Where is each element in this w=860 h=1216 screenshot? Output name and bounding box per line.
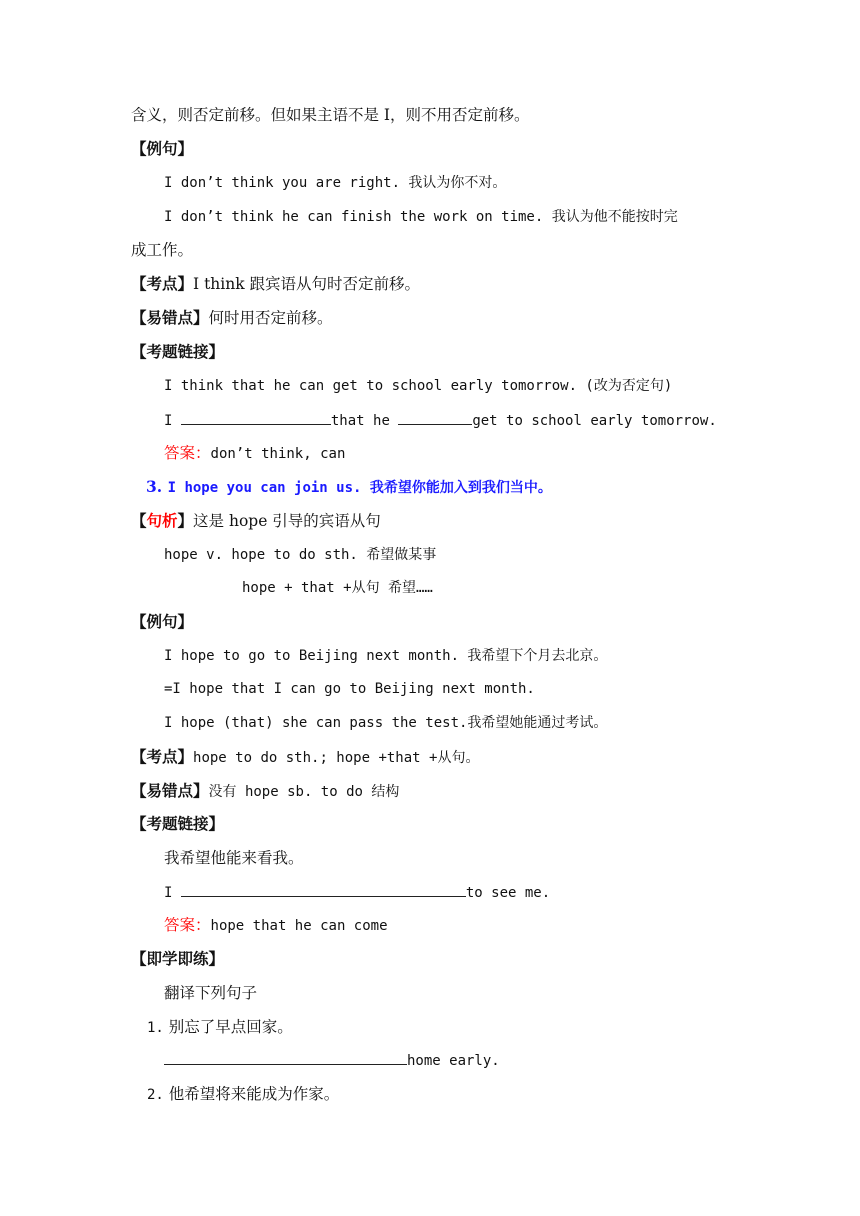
link-heading: 【考题链接】: [131, 342, 225, 361]
practice-instruction: 翻译下列句子: [164, 984, 258, 1002]
practice-heading: 【即学即练】: [131, 949, 225, 968]
example-sentence-cont: 成工作。: [131, 241, 194, 259]
hope-usage-2: hope + that +从句 希望……: [242, 580, 433, 596]
yicuo-text: 何时用否定前移。: [208, 309, 333, 327]
answer-text: don’t think, can: [210, 446, 346, 462]
fill-text: home early.: [407, 1053, 500, 1069]
question-line: I think that he can get to school early tomorrow. (改为否定句): [164, 378, 673, 394]
example-sentence: I don’t think you are right. 我认为你不对。: [164, 175, 507, 191]
analysis-bracket: 】: [177, 511, 194, 530]
yicuo-tag: 【易错点】: [131, 781, 209, 800]
example-heading: 【例句】: [131, 139, 194, 158]
yicuo-text: 没有 hope sb. to do 结构: [208, 784, 400, 800]
yicuo-line: [131, 307, 333, 329]
fill-text: get to school early tomorrow.: [472, 413, 717, 429]
answer-line: [164, 442, 345, 464]
practice-item-text: 别忘了早点回家。: [168, 1018, 293, 1036]
yicuo-line: [131, 780, 399, 802]
example-sentence: I don’t think he can finish the work on time. 我认为他不能按时完: [164, 209, 678, 225]
intro-text: 含义，则否定前移。但如果主语不是 I，则不用否定前移。: [131, 106, 530, 124]
practice-item: [147, 1083, 339, 1105]
hope-usage-1: hope v. hope to do sth. 希望做某事: [164, 547, 437, 563]
answer-line: [164, 914, 388, 936]
practice-item-number: 1.: [147, 1020, 164, 1036]
kaodian-line: [131, 273, 420, 295]
kaodian-tag: 【考点】: [131, 747, 194, 766]
practice-item-text: 他希望将来能成为作家。: [168, 1085, 340, 1103]
kaodian-text: I think 跟宾语从句时否定前移。: [193, 275, 421, 293]
practice-item-number: 2.: [147, 1087, 164, 1103]
kaodian-tag: 【考点】: [131, 274, 194, 293]
blank-field[interactable]: [181, 881, 466, 897]
key-sentence: [146, 476, 552, 498]
answer-label: 答案：: [164, 916, 211, 934]
fill-text: I: [164, 413, 173, 429]
fill-blank-line: [164, 881, 550, 903]
blank-field[interactable]: [181, 409, 331, 425]
question-line: 我希望他能来看我。: [164, 849, 304, 867]
fill-text: to see me.: [465, 885, 551, 901]
example-sentence: I hope to go to Beijing next month. 我希望下个月去北京。: [164, 648, 608, 664]
key-sentence-number: 3.: [146, 477, 163, 496]
kaodian-text: hope to do sth.; hope +that +从句。: [193, 750, 480, 766]
example-heading: 【例句】: [131, 612, 194, 631]
fill-text: that he: [330, 413, 390, 429]
example-sentence: =I hope that I can go to Beijing next month.: [164, 681, 535, 697]
fill-blank-line: [164, 409, 717, 431]
blank-field[interactable]: [164, 1049, 407, 1065]
fill-blank-line: [164, 1049, 500, 1071]
analysis-bracket: 【: [131, 511, 147, 530]
yicuo-tag: 【易错点】: [131, 308, 209, 327]
practice-item: [147, 1016, 293, 1038]
fill-text: I: [164, 885, 173, 901]
analysis-line: [131, 510, 381, 532]
example-sentence: I hope (that) she can pass the test.我希望她能通过考试。: [164, 715, 608, 731]
answer-label: 答案：: [164, 444, 211, 462]
key-sentence-text: I hope you can join us. 我希望你能加入到我们当中。: [167, 480, 552, 496]
answer-text: hope that he can come: [210, 918, 388, 934]
analysis-tag: 句析: [146, 511, 178, 530]
analysis-text: 这是 hope 引导的宾语从句: [193, 512, 381, 530]
blank-field[interactable]: [398, 409, 472, 425]
kaodian-line: [131, 746, 479, 768]
link-heading: 【考题链接】: [131, 814, 225, 833]
